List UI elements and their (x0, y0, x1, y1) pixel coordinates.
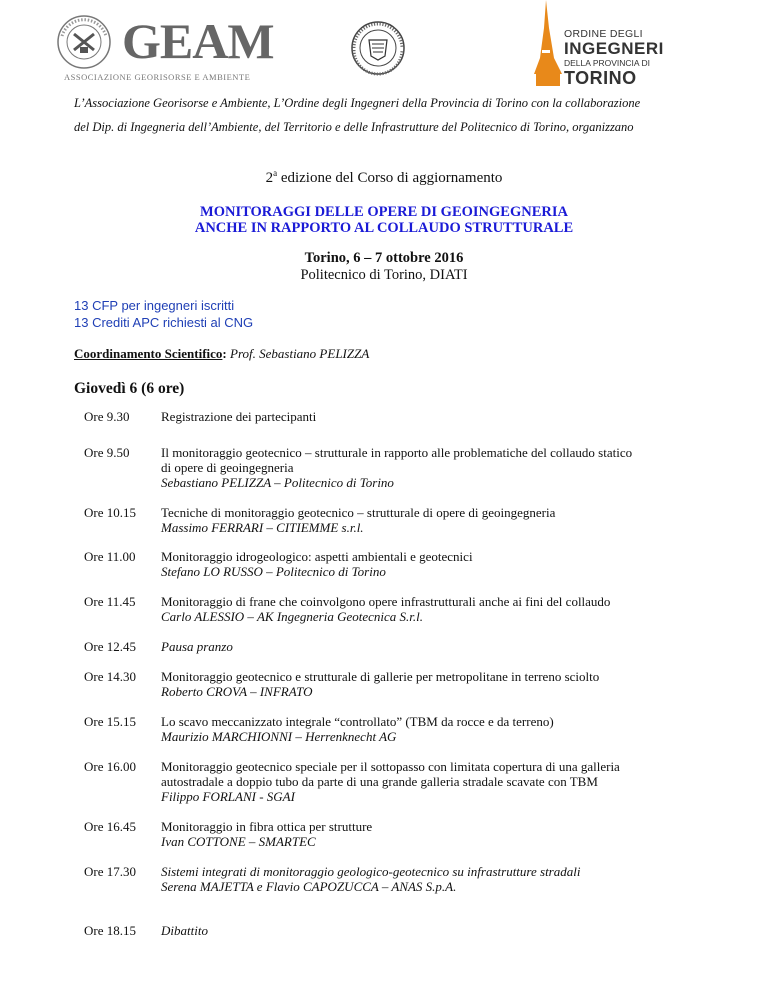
session-body (161, 639, 701, 654)
credits-apc: 13 Crediti APC richiesti al CNG (74, 315, 254, 330)
ordine-line4: TORINO (564, 68, 637, 88)
session-time: Ore 11.45 (84, 594, 136, 609)
session-title: Monitoraggio geotecnico speciale per il sottopasso con limitata copertura di una galleria (161, 759, 620, 774)
session-title: Lo scavo meccanizzato integrale “controllato” (TBM da rocce e da terreno) (161, 714, 554, 729)
edition-text: edizione del Corso di aggiornamento (277, 170, 503, 186)
session-speaker: Sebastiano PELIZZA – Politecnico di Torino (161, 475, 394, 490)
coordination-colon: : (222, 346, 227, 361)
session-title: Monitoraggio geotecnico e strutturale di gallerie per metropolitane in terreno sciolto (161, 669, 600, 684)
session-body (161, 505, 701, 535)
session-title: Il monitoraggio geotecnico – strutturale in rapporto alle problematiche del collaudo statico (161, 445, 633, 460)
session-title: Registrazione dei partecipanti (161, 409, 317, 424)
session-title: Tecniche di monitoraggio geotecnico – strutturale di opere di geoingegneria (161, 505, 556, 520)
ordine-line2: INGEGNERI (564, 39, 664, 58)
day-heading: Giovedì 6 (6 ore) (74, 380, 185, 397)
coordination (74, 346, 369, 362)
session-time: Ore 9.50 (84, 445, 130, 460)
session-title: Sistemi integrati di monitoraggio geologico-geotecnico su infrastrutture stradali (161, 864, 581, 879)
title-line-2: ANCHE IN RAPPORTO AL COLLAUDO STRUTTURALE (194, 220, 574, 236)
session-title: Monitoraggio idrogeologico: aspetti ambientali e geotecnici (161, 549, 473, 564)
session-time: Ore 17.30 (84, 864, 136, 879)
intro-line-2: del Dip. di Ingegneria dell’Ambiente, del Territorio e delle Infrastrutture del Politecnico di Torino, organizzano (74, 120, 634, 134)
session-time: Ore 10.15 (84, 505, 136, 520)
session-title: Monitoraggio in fibra ottica per strutture (161, 819, 373, 834)
intro-line-1: L’Associazione Georisorse e Ambiente, L’Ordine degli Ingegneri della Provincia di Torino con la collaborazione (74, 96, 641, 110)
session-title: autostradale a doppio tubo da parte di una grande galleria stradale scavate con TBM (161, 774, 598, 789)
edition-line (0, 168, 768, 187)
session-speaker: Roberto CROVA – INFRATO (161, 684, 313, 699)
geam-seal-icon (56, 14, 112, 70)
session-title: di opere di geoingegneria (161, 460, 294, 475)
session-time: Ore 18.15 (84, 923, 136, 938)
session-speaker: Maurizio MARCHIONNI – Herrenknecht AG (161, 729, 397, 744)
ordine-line3: DELLA PROVINCIA DI (564, 58, 650, 68)
session-body (161, 923, 701, 938)
session-time: Ore 14.30 (84, 669, 136, 684)
session-title: Dibattito (161, 923, 208, 938)
credits-cfp: 13 CFP per ingegneri iscritti (74, 298, 235, 313)
session-body (161, 549, 701, 579)
politecnico-seal-icon (350, 20, 406, 76)
session-body (161, 409, 701, 424)
edition-number: 2 (265, 170, 274, 186)
coordination-label: Coordinamento Scientifico (74, 346, 223, 361)
session-speaker: Stefano LO RUSSO – Politecnico di Torino (161, 564, 386, 579)
session-speaker: Filippo FORLANI - SGAI (161, 789, 295, 804)
session-time: Ore 11.00 (84, 549, 136, 564)
coordination-name: Prof. Sebastiano PELIZZA (230, 346, 370, 361)
session-speaker: Massimo FERRARI – CITIEMME s.r.l. (161, 520, 364, 535)
geam-wordmark: GEAM (122, 13, 274, 69)
session-time: Ore 16.45 (84, 819, 136, 834)
session-body (161, 864, 701, 894)
geam-subtitle: ASSOCIAZIONE GEORISORSE E AMBIENTE (64, 72, 251, 82)
ordine-line1: ORDINE DEGLI (564, 28, 643, 40)
event-date: Torino, 6 – 7 ottobre 2016 (304, 250, 464, 266)
session-time: Ore 16.00 (84, 759, 136, 774)
session-speaker: Serena MAJETTA e Flavio CAPOZUCCA – ANAS S.p.A. (161, 879, 457, 894)
session-speaker: Carlo ALESSIO – AK Ingegneria Geotecnica S.r.l. (161, 609, 424, 624)
session-body (161, 594, 701, 624)
session-speaker: Ivan COTTONE – SMARTEC (161, 834, 316, 849)
session-body (161, 759, 701, 804)
event-venue: Politecnico di Torino, DIATI (300, 267, 468, 283)
session-body (161, 669, 701, 699)
session-time: Ore 9.30 (84, 409, 130, 424)
session-body (161, 819, 701, 849)
session-body (161, 714, 701, 744)
ordine-ingegneri-text (564, 28, 664, 87)
session-title: Pausa pranzo (161, 639, 233, 654)
session-body (161, 445, 701, 490)
title-line-1: MONITORAGGI DELLE OPERE DI GEOINGEGNERIA (200, 204, 568, 220)
session-time: Ore 12.45 (84, 639, 136, 654)
edition-sup: a (273, 168, 278, 178)
session-time: Ore 15.15 (84, 714, 136, 729)
session-title: Monitoraggio di frane che coinvolgono opere infrastrutturali anche ai fini del collaudo (161, 594, 611, 609)
